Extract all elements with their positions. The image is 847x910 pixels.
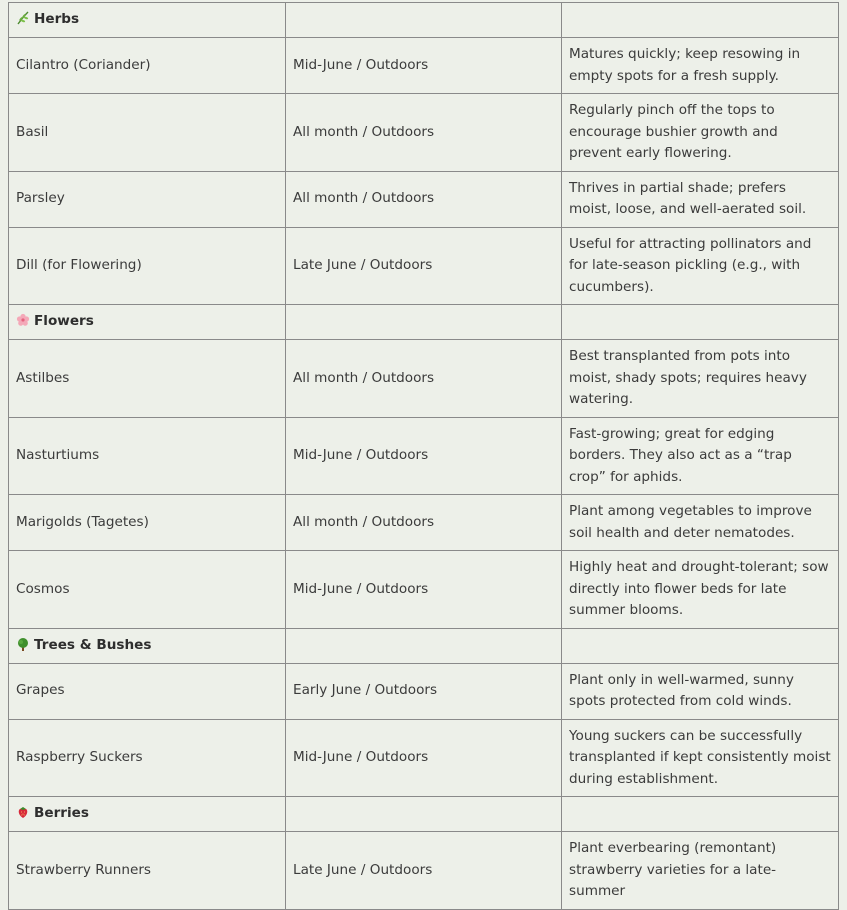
section-header-row [9,628,839,663]
section-empty-cell [562,305,839,340]
plant-cell: Marigolds (Tagetes) [9,495,286,551]
section-empty-cell [286,3,562,38]
section-header-row [9,3,839,38]
planting-table [8,2,839,910]
tree-icon [16,637,34,653]
table-row [9,495,839,551]
notes-cell: Best transplanted from pots into moist, shady spots; requires heavy watering. [562,340,839,418]
notes-cell: Regularly pinch off the tops to encourage bushier growth and prevent early flowering. [562,94,839,172]
table-row [9,551,839,629]
blossom-icon [16,313,34,329]
section-empty-cell [286,305,562,340]
timing-cell: All month / Outdoors [286,495,562,551]
table-row [9,719,839,797]
section-empty-cell [562,3,839,38]
planting-table-body [9,3,839,910]
plant-cell: Dill (for Flowering) [9,227,286,305]
table-row [9,340,839,418]
table-row [9,94,839,172]
notes-cell: Young suckers can be successfully transplanted if kept consistently moist during establishment. [562,719,839,797]
table-row [9,171,839,227]
strawberry-icon [16,805,34,821]
plant-cell: Cilantro (Coriander) [9,38,286,94]
notes-cell: Useful for attracting pollinators and for late-season pickling (e.g., with cucumbers). [562,227,839,305]
notes-cell: Plant among vegetables to improve soil health and deter nematodes. [562,495,839,551]
herb-icon [16,11,34,27]
plant-cell: Grapes [9,663,286,719]
table-row [9,38,839,94]
table-row [9,227,839,305]
section-header-cell [9,628,286,663]
timing-cell: Late June / Outdoors [286,832,562,910]
section-header-cell [9,305,286,340]
timing-cell: Mid-June / Outdoors [286,719,562,797]
timing-cell: All month / Outdoors [286,94,562,172]
timing-cell: All month / Outdoors [286,171,562,227]
notes-cell: Matures quickly; keep resowing in empty spots for a fresh supply. [562,38,839,94]
notes-cell: Thrives in partial shade; prefers moist, loose, and well-aerated soil. [562,171,839,227]
notes-cell: Plant only in well-warmed, sunny spots protected from cold winds. [562,663,839,719]
timing-cell: Mid-June / Outdoors [286,38,562,94]
section-header-row [9,305,839,340]
timing-cell: All month / Outdoors [286,340,562,418]
plant-cell: Basil [9,94,286,172]
plant-cell: Parsley [9,171,286,227]
plant-cell: Nasturtiums [9,417,286,495]
section-title: Trees & Bushes [34,636,152,653]
plant-cell: Astilbes [9,340,286,418]
plant-cell: Cosmos [9,551,286,629]
table-row [9,832,839,910]
timing-cell: Mid-June / Outdoors [286,551,562,629]
section-empty-cell [286,628,562,663]
plant-cell: Strawberry Runners [9,832,286,910]
section-title: Flowers [34,313,94,330]
section-empty-cell [562,628,839,663]
notes-cell: Fast-growing; great for edging borders. They also act as a “trap crop” for aphids. [562,417,839,495]
timing-cell: Early June / Outdoors [286,663,562,719]
section-title: Berries [34,805,89,822]
section-header-cell [9,3,286,38]
table-row [9,417,839,495]
section-empty-cell [286,797,562,832]
section-header-row [9,797,839,832]
timing-cell: Mid-June / Outdoors [286,417,562,495]
notes-cell: Highly heat and drought-tolerant; sow directly into flower beds for late summer blooms. [562,551,839,629]
section-header-cell [9,797,286,832]
section-empty-cell [562,797,839,832]
table-row [9,663,839,719]
notes-cell: Plant everbearing (remontant) strawberry varieties for a late-summer [562,832,839,910]
section-title: Herbs [34,11,80,28]
plant-cell: Raspberry Suckers [9,719,286,797]
timing-cell: Late June / Outdoors [286,227,562,305]
